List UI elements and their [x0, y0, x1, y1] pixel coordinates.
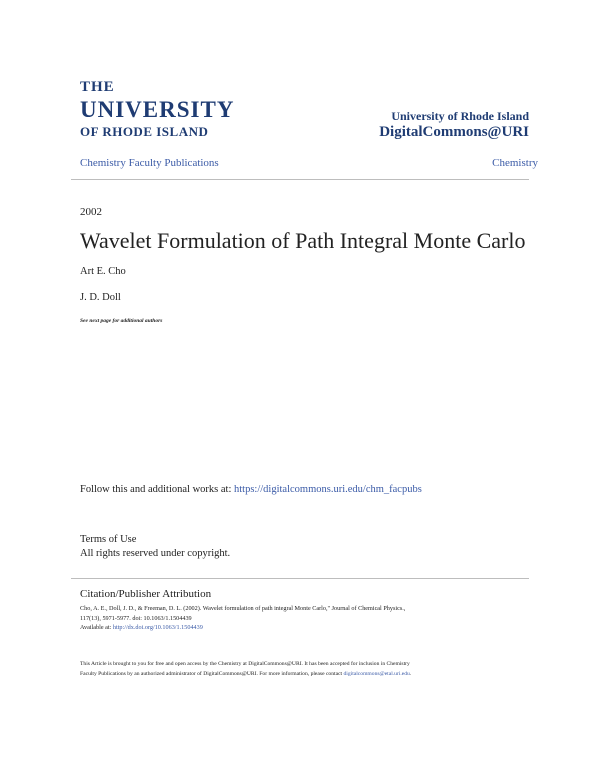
university-logo	[80, 80, 234, 138]
follow-text: Follow this and additional works at:	[80, 484, 234, 495]
collection-link[interactable]: https://digitalcommons.uri.edu/chm_facpubs	[234, 484, 422, 495]
terms-text: All rights reserved under copyright.	[80, 547, 231, 559]
doi-link[interactable]: http://dx.doi.org/10.1063/1.1504439	[112, 624, 203, 632]
repository-brand: DigitalCommons@URI	[379, 123, 529, 140]
footer-notice	[80, 660, 530, 679]
citation-heading: Citation/Publisher Attribution	[80, 588, 212, 600]
logo-line-university: UNIVERSITY	[80, 97, 235, 122]
terms-of-use	[80, 533, 230, 560]
citation-line-1: Cho, A. E., Doll, J. D., & Freeman, D. L. (2002). Wavelet formulation of path integral Monte Carlo," Journal of Chemical Physics.,	[80, 605, 406, 612]
see-next-page-note: See next page for additional authors	[80, 318, 163, 324]
terms-heading: Terms of Use	[80, 534, 137, 545]
author-1: Art E. Cho	[80, 266, 126, 277]
follow-line	[80, 484, 422, 495]
publication-year: 2002	[80, 206, 102, 218]
citation-body	[80, 604, 530, 633]
footer-line-2	[80, 670, 530, 680]
logo-line-rhode-island: OF RHODE ISLAND	[80, 124, 209, 139]
header-divider	[71, 179, 529, 180]
footer-period: .	[409, 670, 412, 677]
author-2: J. D. Doll	[80, 292, 121, 303]
article-title: Wavelet Formulation of Path Integral Monte Carlo	[80, 228, 526, 253]
footer-line-2-text: Faculty Publications by an authorized administrator of DigitalCommons@URI. For more information, please contact	[80, 670, 344, 677]
logo-line-the: THE	[80, 79, 115, 95]
department-link[interactable]: Chemistry	[492, 157, 538, 169]
repository-name: University of Rhode Island	[391, 109, 529, 123]
citation-line-2: 117(13), 5971-5977. doi: 10.1063/1.1504439	[80, 614, 192, 622]
digitalcommons-logo[interactable]	[379, 110, 529, 141]
footer-line-1: This Article is brought to you for free and open access by the Chemistry at DigitalCommons@URI. It has been accepted for inclusion in Chemistry	[80, 661, 410, 667]
series-link[interactable]: Chemistry Faculty Publications	[80, 157, 219, 169]
citation-divider	[71, 578, 529, 579]
citation-available	[80, 623, 530, 633]
contact-email-link[interactable]: digitalcommons@etal.uri.edu	[343, 670, 410, 677]
available-label: Available at:	[80, 624, 113, 632]
